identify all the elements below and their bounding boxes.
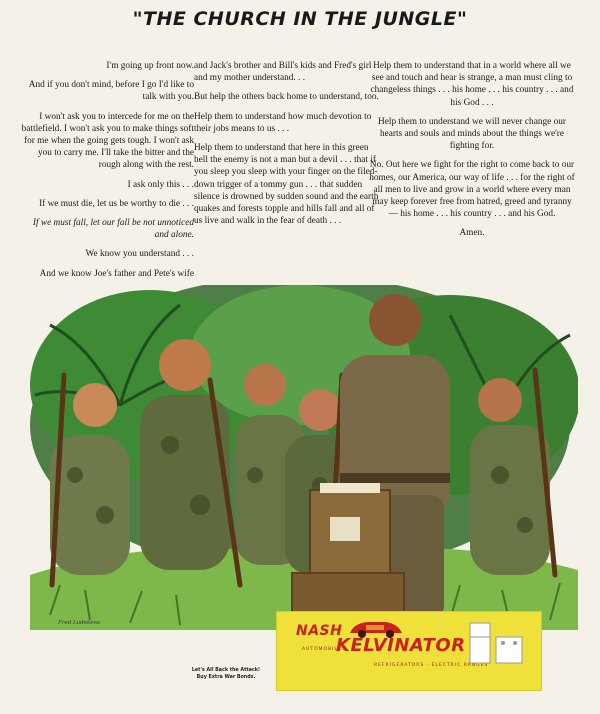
automobiles-label: AUTOMOBILES [302, 647, 346, 652]
prayer-paragraph: We know you understand . . . [85, 249, 194, 260]
prayer-paragraph: Help them to understand that here in this green hell the enemy is not a man but a devil . . . that if you sleep you sleep with your finger on the filed-down trigger of a tommy gun . . . that sudden silence is drowned by sudden sound and the earth quakes and forests topple and hills fall and all of us live and walk in the fear of death . . . [194, 143, 379, 227]
prayer-paragraph: Help them to understand we will never change our hearts and souls and minds about the things we're fighting for. [378, 116, 566, 152]
war-bonds-caption [176, 667, 276, 681]
prayer-paragraph: And we know Joe's father and Pete's wife [39, 268, 194, 279]
caption-line: Buy Extra War Bonds. [196, 675, 256, 680]
nash-wordmark: NASH [296, 623, 343, 639]
prayer-paragraph: If we must die, let us be worthy to die . . . [39, 198, 194, 209]
illustration-svg [30, 285, 578, 630]
prayer-paragraph: I'm going up front now. [106, 61, 194, 71]
kelvinator-wordmark: KELVINATOR [336, 635, 466, 656]
ad-headline: "THE CHURCH IN THE JUNGLE" [132, 8, 468, 30]
prayer-column-2 [194, 60, 380, 234]
prayer-paragraph: and Jack's brother and Bill's kids and Fred's girl and my mother understand. . . [194, 61, 372, 84]
prayer-paragraph: I ask only this . . . [127, 179, 194, 190]
prayer-paragraph: I won't ask you to intercede for me on the battlefield. I won't ask you to make things soft for me when the going gets tough. I won't ask you to carry me. I'll take the bitter and the rough along with the rest. [21, 111, 194, 171]
appliances-label: REFRIGERATORS · ELECTRIC RANGES [374, 663, 489, 668]
prayer-paragraph-italic: If we must fall, let our fall be not unnoticed and alone. [32, 218, 194, 241]
prayer-column-3 [368, 60, 576, 247]
prayer-paragraph: Help them to understand that in a world where all we see and touch and hear is strange, a man must cling to changeless things . . . his home . . . his country . . . and his God . . . [370, 61, 574, 108]
prayer-paragraph: And if you don't mind, before I go I'd like to talk with you. [28, 80, 194, 103]
caption-line: Let's All Back the Attack! [191, 668, 261, 673]
refrigerator-range-icon [466, 619, 526, 667]
prayer-paragraph: Help them to understand how much devotion to their jobs means to us . . . [194, 111, 372, 134]
prayer-paragraph: Amen. [459, 228, 485, 239]
prayer-paragraph: No. Out here we fight for the right to come back to our homes, our America, our way of life . . . for the right of all men to live and grow in a world where every man may keep forever free from hatred, greed and tyranny — his home . . . his country . . . and his God. [369, 160, 575, 220]
prayer-paragraph: But help the others back home to understand, too. [194, 92, 379, 103]
nash-kelvinator-logo-panel [276, 611, 542, 691]
prayer-column-1 [18, 60, 194, 287]
artist-signature: Fred Ludekens [58, 620, 100, 626]
soldiers-praying-in-jungle-illustration [30, 285, 578, 630]
